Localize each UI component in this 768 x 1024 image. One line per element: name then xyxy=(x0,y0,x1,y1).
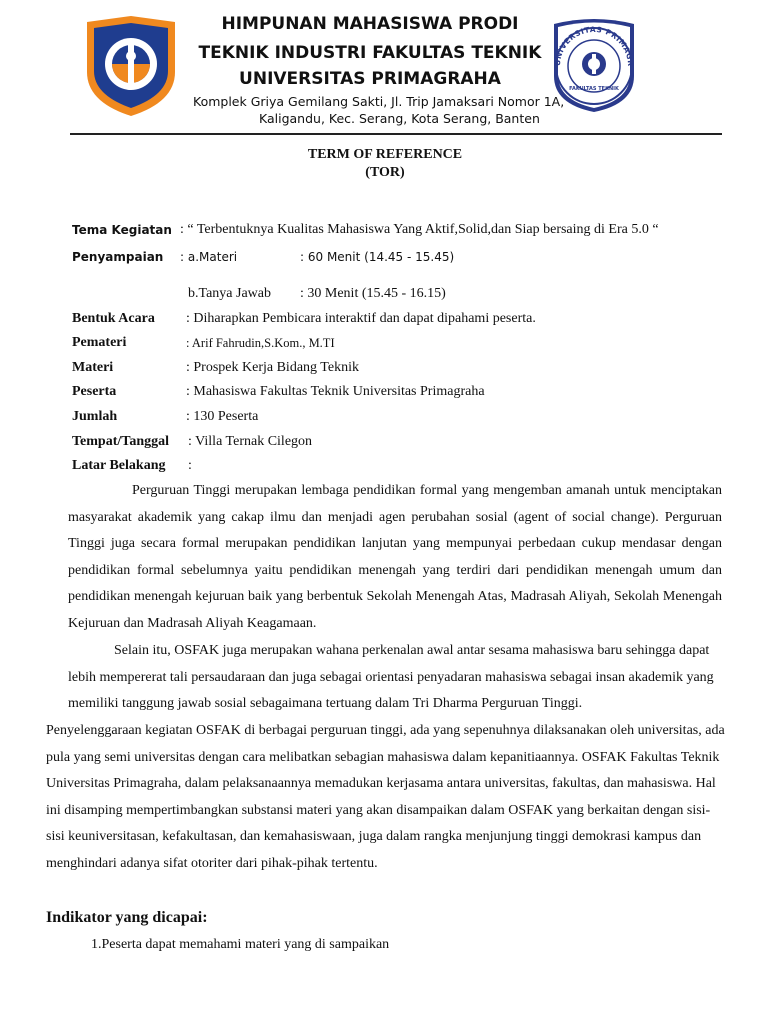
jumlah-label: Jumlah xyxy=(72,409,118,424)
indikator-item-1: 1.Peserta dapat memahami materi yang di sampaikan xyxy=(91,937,390,952)
org-name-line1: HIMPUNAN MAHASISWA PRODI xyxy=(221,14,519,34)
materi-label: Materi xyxy=(72,360,114,375)
penyampaian-label: Penyampaian xyxy=(72,250,164,264)
body-paragraph-1: Perguruan Tinggi merupakan lembaga pendidikan formal yang mengemban amanah untuk menciptakan masyarakat akademik yang cakap ilmu dan menjadi agen perubahan sosial (agent of social change). Perguruan Tinggi juga secara formal merupakan pendidikan lanjutan yang mempunyai perbedaan cukup mendasar dengan pendidikan formal sebelumnya yaitu pendidikan menengah yang terdiri dari pendidikan menengah umum dan pendidikan menengah kejuruan baik yang berbentuk Sekolah Menengah Atas, Madrasah Aliyah, Sekolah Menengah Kejuruan dan Madrasah Aliyah Keagamaan. xyxy=(68,483,722,631)
header-divider xyxy=(70,133,722,135)
document-subtitle: (TOR) xyxy=(365,165,405,180)
peserta-value: : Mahasiswa Fakultas Teknik Universitas Primagraha xyxy=(186,384,485,399)
document-title: TERM OF REFERENCE xyxy=(307,147,463,162)
tema-value: : “ Terbentuknya Kualitas Mahasiswa Yang Aktif,Solid,dan Siap bersaing di Era 5.0 “ xyxy=(180,222,659,237)
penyampaian-tanya-time: : 30 Menit (15.45 - 16.15) xyxy=(300,286,446,301)
bentuk-acara-label: Bentuk Acara xyxy=(72,311,155,326)
address-line1: Komplek Griya Gemilang Sakti, Jl. Trip Jamaksari Nomor 1A, xyxy=(193,94,565,109)
body-paragraph-3: Penyelenggaraan kegiatan OSFAK di berbagai perguruan tinggi, ada yang sepenuhnya dilaksanakan oleh universitas, ada pula yang semi universitas dengan cara melibatkan sebagian mahasiswa dalam kepanitiaannya. OSFAK Fakultas Teknik Universitas Primagraha, dalam pelaksanaannya memadukan kerjasama antara universitas, fakultas, dan mahasiswa. Hal ini disamping mempertimbangkan substansi materi yang akan disampaikan dalam OSFAK yang berkaitan dengan sisi-sisi keuniversitasan, kefakultasan, dan kemahasiswaan, juga dalam rangka menjunjung tinggi demokrasi kampus dan menghindari adanya sifat otoriter dari pihak-pihak tertentu. xyxy=(46,723,725,871)
body-paragraph-2: Selain itu, OSFAK juga merupakan wahana perkenalan awal antar sesama mahasiswa baru sehingga dapat lebih mempererat tali persaudaraan dan juga sebagai orientasi penyadaran mahasiswa sebagai insan akademik yang memiliki tanggung jawab sosial sebagaimana tertuang dalam Tri Dharma Perguruan Tinggi. xyxy=(68,643,714,712)
svg-text:FAKULTAS TEKNIK: FAKULTAS TEKNIK xyxy=(569,86,619,92)
jumlah-value: : 130 Peserta xyxy=(186,409,259,424)
materi-value: : Prospek Kerja Bidang Teknik xyxy=(186,360,359,375)
pemateri-value: : Arif Fahrudin,S.Kom., M.TI xyxy=(186,336,335,350)
address-line2: Kaligandu, Kec. Serang, Kota Serang, Banten xyxy=(259,111,540,126)
org-name-line2: TEKNIK INDUSTRI FAKULTAS TEKNIK xyxy=(198,43,542,63)
penyampaian-materi-time: : 60 Menit (14.45 - 15.45) xyxy=(300,250,455,264)
latar-belakang-label: Latar Belakang xyxy=(72,458,166,473)
tema-label: Tema Kegiatan xyxy=(72,223,172,237)
pemateri-label: Pemateri xyxy=(72,335,127,350)
latar-belakang-colon: : xyxy=(188,458,192,473)
penyampaian-materi-item: : a.Materi xyxy=(180,250,238,264)
tempat-tanggal-value: : Villa Ternak Cilegon xyxy=(188,434,313,449)
svg-text:UNIVERSITAS PRIMAGRAHA: UNIVERSITAS PRIMAGR xyxy=(552,24,636,67)
bentuk-acara-value: : Diharapkan Pembicara interaktif dan dapat dipahami peserta. xyxy=(186,311,536,326)
peserta-label: Peserta xyxy=(72,384,117,399)
indikator-heading: Indikator yang dicapai: xyxy=(46,909,208,926)
org-name-line3: UNIVERSITAS PRIMAGRAHA xyxy=(239,69,501,89)
tempat-tanggal-label: Tempat/Tanggal xyxy=(72,434,169,449)
penyampaian-tanya-item: b.Tanya Jawab xyxy=(188,286,271,301)
